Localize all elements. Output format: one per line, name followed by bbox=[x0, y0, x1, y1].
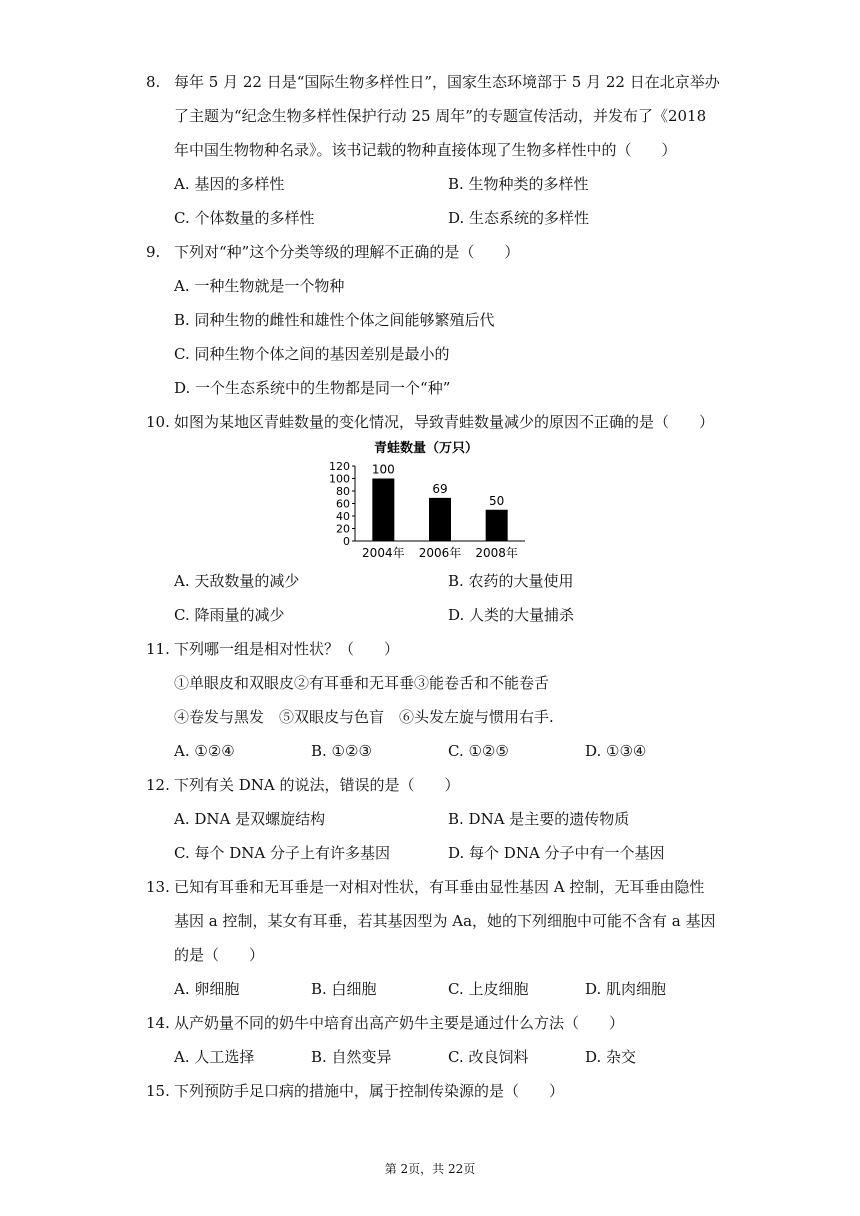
question-15-number: 15. bbox=[146, 1082, 170, 1100]
question-12-option-d[interactable]: D. 每个 DNA 分子中有一个基因 bbox=[448, 844, 665, 862]
chart-bar bbox=[372, 479, 394, 542]
question-9-option-a[interactable]: A. 一种生物就是一个物种 bbox=[174, 277, 345, 295]
question-12-option-c[interactable]: C. 每个 DNA 分子上有许多基因 bbox=[174, 844, 390, 862]
chart-category-label: 2004年 bbox=[362, 546, 405, 560]
question-8-option-d[interactable]: D. 生态系统的多样性 bbox=[448, 209, 590, 227]
question-8-option-a[interactable]: A. 基因的多样性 bbox=[174, 175, 285, 193]
chart-title: 青蛙数量（万只） bbox=[373, 441, 479, 456]
question-14-text-line-1: 从产奶量不同的奶牛中培育出高产奶牛主要是通过什么方法（ ） bbox=[174, 1014, 625, 1032]
question-8-text-line-2: 了主题为“纪念生物多样性保护行动 25 周年”的专题宣传活动，并发布了《2018 bbox=[174, 107, 707, 125]
chart-y-tick-label: 20 bbox=[336, 522, 350, 536]
question-12-text-line-1: 下列有关 DNA 的说法，错误的是（ ） bbox=[174, 776, 460, 794]
chart-y-tick-label: 40 bbox=[336, 510, 350, 523]
question-8-text-line-1: 每年 5 月 22 日是“国际生物多样性日”，国家生态环境部于 5 月 22 日在北京举办 bbox=[174, 73, 720, 91]
question-13-option-b[interactable]: B. 白细胞 bbox=[311, 980, 377, 998]
question-14-option-c[interactable]: C. 改良饲料 bbox=[448, 1048, 529, 1066]
question-14-option-b[interactable]: B. 自然变异 bbox=[311, 1048, 392, 1066]
chart-bar bbox=[429, 498, 451, 541]
question-12-option-b[interactable]: B. DNA 是主要的遗传物质 bbox=[448, 810, 630, 828]
question-8-option-c[interactable]: C. 个体数量的多样性 bbox=[174, 209, 315, 227]
chart-y-tick-label: 120 bbox=[329, 460, 350, 473]
question-14-option-d[interactable]: D. 杂交 bbox=[585, 1048, 637, 1066]
question-11-option-b[interactable]: B. ①②③ bbox=[311, 742, 372, 760]
question-13-option-c[interactable]: C. 上皮细胞 bbox=[448, 980, 529, 998]
question-11-text-line-1: 下列哪一组是相对性状？（ ） bbox=[174, 640, 400, 658]
question-10-option-a[interactable]: A. 天敌数量的减少 bbox=[174, 572, 300, 590]
question-9-option-b[interactable]: B. 同种生物的雌性和雄性个体之间能够繁殖后代 bbox=[174, 311, 495, 329]
question-13-text-line-3: 的是（ ） bbox=[174, 946, 265, 964]
question-8-number: 8. bbox=[146, 73, 161, 91]
question-11-option-d[interactable]: D. ①③④ bbox=[585, 742, 647, 760]
question-11-option-a[interactable]: A. ①②④ bbox=[174, 742, 235, 760]
question-11-text-line-2: ①单眼皮和双眼皮②有耳垂和无耳垂③能卷舌和不能卷舌 bbox=[174, 674, 550, 692]
question-13-text-line-2: 基因 a 控制，某女有耳垂，若其基因型为 Aa，她的下列细胞中可能不含有 a 基因 bbox=[174, 912, 716, 930]
chart-y-tick-label: 80 bbox=[336, 485, 350, 498]
chart-category-label: 2008年 bbox=[475, 546, 518, 560]
question-15-text-line-1: 下列预防手足口病的措施中，属于控制传染源的是（ ） bbox=[174, 1082, 565, 1100]
chart-category-label: 2006年 bbox=[418, 546, 462, 560]
question-9-text-line-1: 下列对“种”这个分类等级的理解不正确的是（ ） bbox=[174, 243, 520, 261]
chart-data-label: 100 bbox=[371, 462, 395, 477]
question-13-option-d[interactable]: D. 肌肉细胞 bbox=[585, 980, 667, 998]
question-13-option-a[interactable]: A. 卵细胞 bbox=[174, 980, 240, 998]
question-12-number: 12. bbox=[146, 776, 170, 794]
chart-data-label: 50 bbox=[489, 493, 505, 508]
chart-y-tick-label: 60 bbox=[336, 497, 350, 511]
question-14-option-a[interactable]: A. 人工选择 bbox=[174, 1048, 255, 1066]
chart-y-tick-label: 0 bbox=[343, 535, 350, 548]
question-11-text-line-3: ④卷发与黑发 ⑤双眼皮与色盲 ⑥头发左旋与惯用右手. bbox=[174, 708, 554, 726]
page-footer: 第 2页，共 22页 bbox=[384, 1162, 476, 1176]
question-10-option-c[interactable]: C. 降雨量的减少 bbox=[174, 606, 285, 624]
question-10-option-b[interactable]: B. 农药的大量使用 bbox=[448, 572, 574, 590]
question-14-number: 14. bbox=[146, 1014, 170, 1032]
question-11-number: 11. bbox=[146, 640, 170, 658]
chart-data-label: 69 bbox=[432, 481, 448, 496]
question-10-number: 10. bbox=[146, 413, 170, 431]
question-11-option-c[interactable]: C. ①②⑤ bbox=[448, 742, 509, 760]
question-13-text-line-1: 已知有耳垂和无耳垂是一对相对性状，有耳垂由显性基因 A 控制，无耳垂由隐性 bbox=[174, 878, 705, 896]
chart-bar bbox=[486, 510, 508, 541]
question-8-text-line-3: 年中国生物物种名录》。该书记载的物种直接体现了生物多样性中的（ ） bbox=[174, 141, 677, 159]
question-12-option-a[interactable]: A. DNA 是双螺旋结构 bbox=[174, 810, 326, 828]
frog-population-chart bbox=[325, 436, 535, 566]
question-13-number: 13. bbox=[146, 878, 170, 896]
question-10-text-line-1: 如图为某地区青蛙数量的变化情况，导致青蛙数量减少的原因不正确的是（ ） bbox=[174, 413, 715, 431]
question-9-option-c[interactable]: C. 同种生物个体之间的基因差别是最小的 bbox=[174, 345, 450, 363]
question-10-option-d[interactable]: D. 人类的大量捕杀 bbox=[448, 606, 575, 624]
question-9-option-d[interactable]: D. 一个生态系统中的生物都是同一个“种” bbox=[174, 379, 451, 397]
question-8-option-b[interactable]: B. 生物种类的多样性 bbox=[448, 175, 589, 193]
chart-y-tick-label: 100 bbox=[329, 472, 350, 486]
question-9-number: 9. bbox=[146, 243, 161, 261]
